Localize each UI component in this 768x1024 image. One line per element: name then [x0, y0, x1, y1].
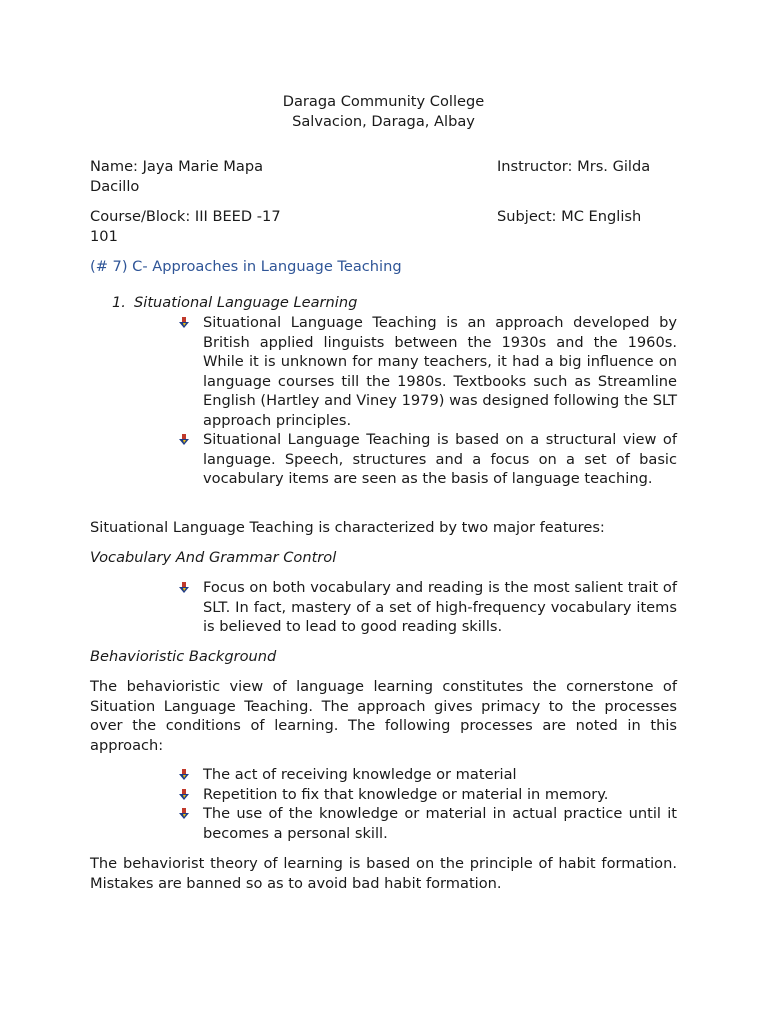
slt-bullet-list	[180, 313, 677, 489]
numbered-item-1	[112, 293, 357, 313]
colored-arrow-bullet-icon	[178, 582, 192, 594]
student-name	[90, 157, 300, 197]
colored-arrow-bullet-icon	[178, 769, 192, 781]
vocab-heading: Vocabulary And Grammar Control	[90, 549, 337, 566]
section-title: (# 7) C- Approaches in Language Teaching	[90, 258, 402, 275]
student-name-line2: Dacillo	[90, 178, 140, 195]
course-block	[90, 207, 300, 247]
list-item: The act of receiving knowledge or material	[180, 765, 677, 785]
subject-name: Subject: MC English	[497, 208, 642, 225]
student-name-line1: Name: Jaya Marie Mapa	[90, 158, 264, 175]
document-header	[90, 92, 677, 131]
list-item: The use of the knowledge or material in actual practice until it becomes a personal skill.	[180, 804, 677, 843]
course-block-line2: 101	[90, 228, 118, 245]
list-item: Focus on both vocabulary and reading is the most salient trait of SLT. In fact, mastery of a set of high-frequency vocabulary items is believed to lead to good reading skills.	[180, 578, 677, 637]
college-name: Daraga Community College	[282, 93, 485, 110]
list-item: Repetition to fix that knowledge or material in memory.	[180, 785, 677, 805]
college-address: Salvacion, Daraga, Albay	[292, 112, 475, 130]
course-block-line1: Course/Block: III BEED -17	[90, 208, 281, 225]
colored-arrow-bullet-icon	[178, 789, 192, 801]
item-title: Situational Language Learning	[134, 294, 358, 311]
instructor-name: Instructor: Mrs. Gilda	[497, 158, 651, 175]
vocab-bullet-list	[180, 578, 677, 637]
list-item: Situational Language Teaching is an approach developed by British applied linguists between the 1930s and the 1960s. While it is unknown for many teachers, it had a big influence on language courses till the 1980s. Textbooks such as Streamline English (Hartley and Viney 1979) was designed following the SLT approach principles.	[180, 313, 677, 430]
list-item: Situational Language Teaching is based on a structural view of language. Speech, structures and a focus on a set of basic vocabulary items are seen as the basis of language teaching.	[180, 430, 677, 489]
behavior-paragraph: The behavioristic view of language learning constitutes the cornerstone of Situation Language Teaching. The approach gives primacy to the processes over the conditions of learning. The following processes are noted in this approach:	[90, 678, 677, 754]
process-bullet-list	[180, 765, 677, 843]
closing-paragraph: The behaviorist theory of learning is based on the principle of habit formation. Mistakes are banned so as to avoid bad habit formation.	[90, 855, 677, 892]
colored-arrow-bullet-icon	[178, 434, 192, 446]
colored-arrow-bullet-icon	[178, 808, 192, 820]
colored-arrow-bullet-icon	[178, 317, 192, 329]
item-number: 1.	[112, 294, 126, 311]
behavior-heading: Behavioristic Background	[90, 648, 277, 665]
features-intro: Situational Language Teaching is characterized by two major features:	[90, 519, 605, 536]
